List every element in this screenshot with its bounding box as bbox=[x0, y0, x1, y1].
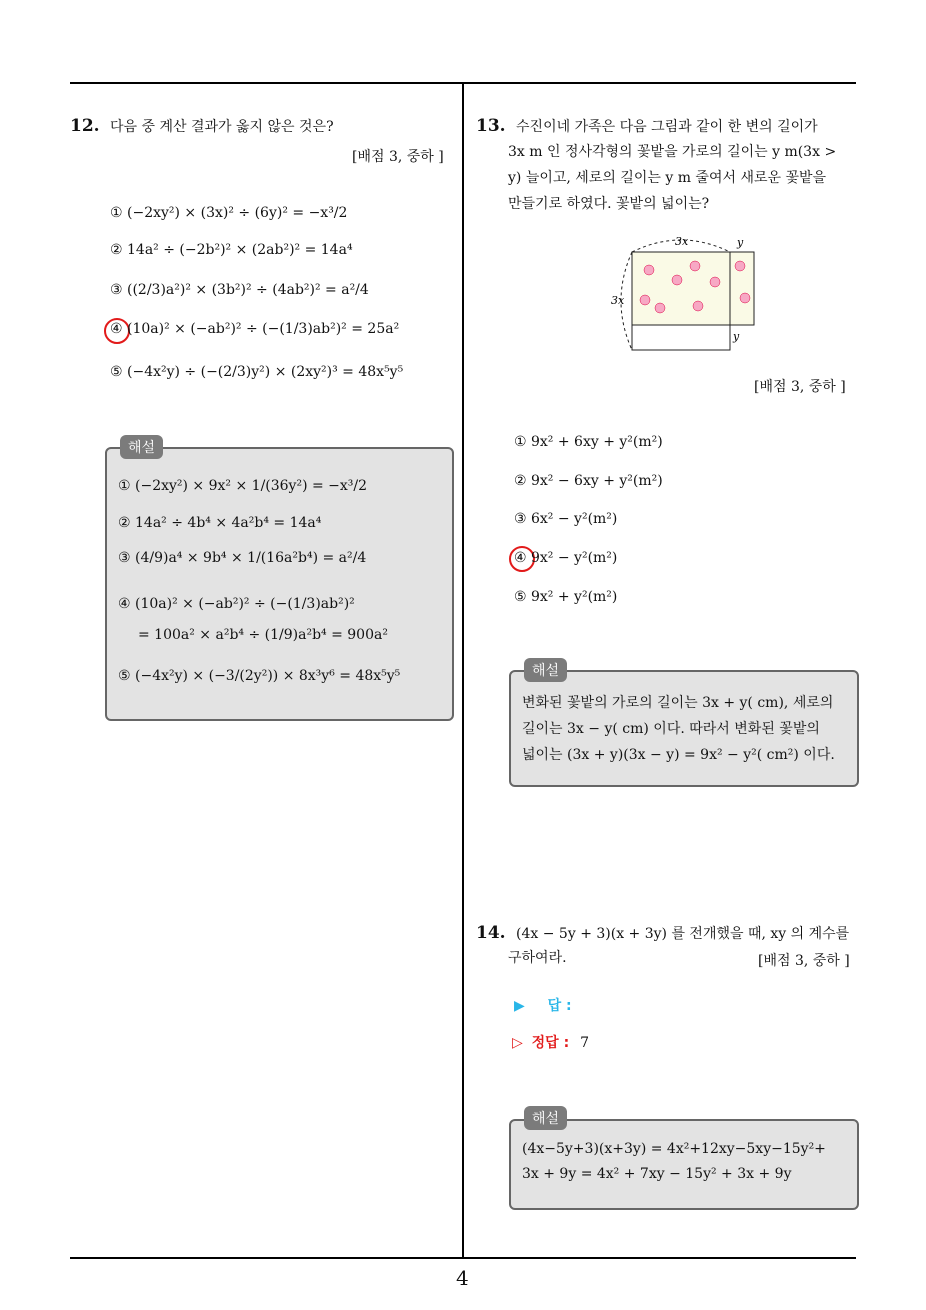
q14-stem bbox=[476, 921, 856, 946]
bottom-rule bbox=[70, 1257, 856, 1259]
q12-explain-line-1: ① (−2xy²) × 9x² × 1/(36y²) = −x³/2 bbox=[118, 478, 368, 494]
q13-score: [배점 3, 중하 ] bbox=[754, 379, 846, 395]
q12-number: 12. bbox=[70, 116, 100, 136]
q12-option-4[interactable]: ④ (10a)² × (−ab²)² ÷ (−(1/3)ab²)² = 25a² bbox=[110, 321, 400, 337]
q12-explain-line-5: = 100a² × a²b⁴ ÷ (1/9)a²b⁴ = 900a² bbox=[138, 627, 388, 643]
q13-number: 13. bbox=[476, 116, 506, 136]
q13-line-3: y) 늘이고, 세로의 길이는 y m 줄여서 새로운 꽃밭을 bbox=[508, 170, 827, 186]
q14-explain-line-2: 3x + 9y = 4x² + 7xy − 15y² + 3x + 9y bbox=[522, 1166, 792, 1182]
q14-explain-line-1: (4x−5y+3)(x+3y) = 4x²+12xy−5xy−15y²+ bbox=[522, 1141, 826, 1157]
q12-option-1[interactable]: ① (−2xy²) × (3x)² ÷ (6y)² = −x³/2 bbox=[110, 205, 348, 221]
q13-option-1[interactable]: ① 9x² + 6xy + y²(m²) bbox=[514, 434, 663, 450]
q13-line-1: 수진이네 가족은 다음 그림과 같이 한 변의 길이가 bbox=[516, 119, 818, 135]
q14-answer-row bbox=[514, 995, 572, 1015]
q13-explain-line-2: 길이는 3x − y( cm) 이다. 따라서 변화된 꽃밭의 bbox=[522, 721, 820, 737]
q12-explain-line-6: ⑤ (−4x²y) × (−3/(2y²)) × 8x³y⁶ = 48x⁵y⁵ bbox=[118, 668, 401, 684]
garden-removed-strip bbox=[632, 325, 730, 350]
q13-explain-line-1: 변화된 꽃밭의 가로의 길이는 3x + y( cm), 세로의 bbox=[522, 695, 834, 711]
q14-correct-row bbox=[512, 1032, 589, 1052]
fig-label-bottom-right: y bbox=[733, 330, 740, 343]
q14-line-2: 구하여라. bbox=[508, 950, 567, 966]
q14-correct-label: 정답 : bbox=[531, 1035, 570, 1051]
q13-garden-figure bbox=[605, 230, 765, 360]
fig-label-top: 3x bbox=[675, 235, 689, 248]
q14-explain-label: 해설 bbox=[524, 1106, 567, 1130]
q12-explain-line-3: ③ (4/9)a⁴ × 9b⁴ × 1/(16a²b⁴) = a²/4 bbox=[118, 550, 367, 566]
q12-explain-label: 해설 bbox=[120, 435, 163, 459]
q13-line-2: 3x m 인 정사각형의 꽃밭을 가로의 길이는 y m(3x > bbox=[508, 144, 837, 160]
q14-score: [배점 3, 중하 ] bbox=[758, 953, 850, 969]
q14-line-1: (4x − 5y + 3)(x + 3y) 를 전개했을 때, xy 의 계수를 bbox=[516, 926, 850, 942]
q12-option-5[interactable]: ⑤ (−4x²y) ÷ (−(2/3)y²) × (2xy²)³ = 48x⁵y⁵ bbox=[110, 364, 404, 380]
q14-explain-box bbox=[509, 1119, 859, 1210]
q12-stem bbox=[70, 114, 334, 139]
q13-explain-line-3: 넓이는 (3x + y)(3x − y) = 9x² − y²( cm²) 이다. bbox=[522, 747, 835, 763]
column-divider bbox=[462, 84, 464, 1258]
q14-correct-value: 7 bbox=[580, 1035, 589, 1051]
q14-number: 14. bbox=[476, 923, 506, 943]
q13-option-2[interactable]: ② 9x² − 6xy + y²(m²) bbox=[514, 473, 663, 489]
answer-arrow-icon: ▶ bbox=[514, 998, 525, 1014]
q13-line-4: 만들기로 하였다. 꽃밭의 넓이는? bbox=[508, 196, 710, 212]
q13-option-5[interactable]: ⑤ 9x² + y²(m²) bbox=[514, 589, 618, 605]
q14-answer-label: 답 : bbox=[547, 998, 572, 1014]
fig-label-top-right: y bbox=[737, 236, 744, 249]
q12-option-2[interactable]: ② 14a² ÷ (−2b²)² × (2ab²)² = 14a⁴ bbox=[110, 242, 353, 258]
fig-label-left: 3x bbox=[611, 294, 625, 307]
q12-explain-line-4: ④ (10a)² × (−ab²)² ÷ (−(1/3)ab²)² bbox=[118, 596, 355, 612]
q13-explain-label: 해설 bbox=[524, 658, 567, 682]
page-number: 4 bbox=[456, 1266, 469, 1290]
q12-text: 다음 중 계산 결과가 옳지 않은 것은? bbox=[110, 119, 334, 135]
q12-explain-line-2: ② 14a² ÷ 4b⁴ × 4a²b⁴ = 14a⁴ bbox=[118, 515, 322, 531]
q13-option-3[interactable]: ③ 6x² − y²(m²) bbox=[514, 511, 618, 527]
q13-option-4[interactable]: ④ 9x² − y²(m²) bbox=[514, 550, 618, 566]
q13-stem bbox=[476, 114, 856, 139]
correct-arrow-icon: ▷ bbox=[512, 1035, 523, 1051]
q12-option-3[interactable]: ③ ((2/3)a²)² × (3b²)² ÷ (4ab²)² = a²/4 bbox=[110, 282, 369, 298]
q12-score: [배점 3, 중하 ] bbox=[352, 149, 444, 165]
